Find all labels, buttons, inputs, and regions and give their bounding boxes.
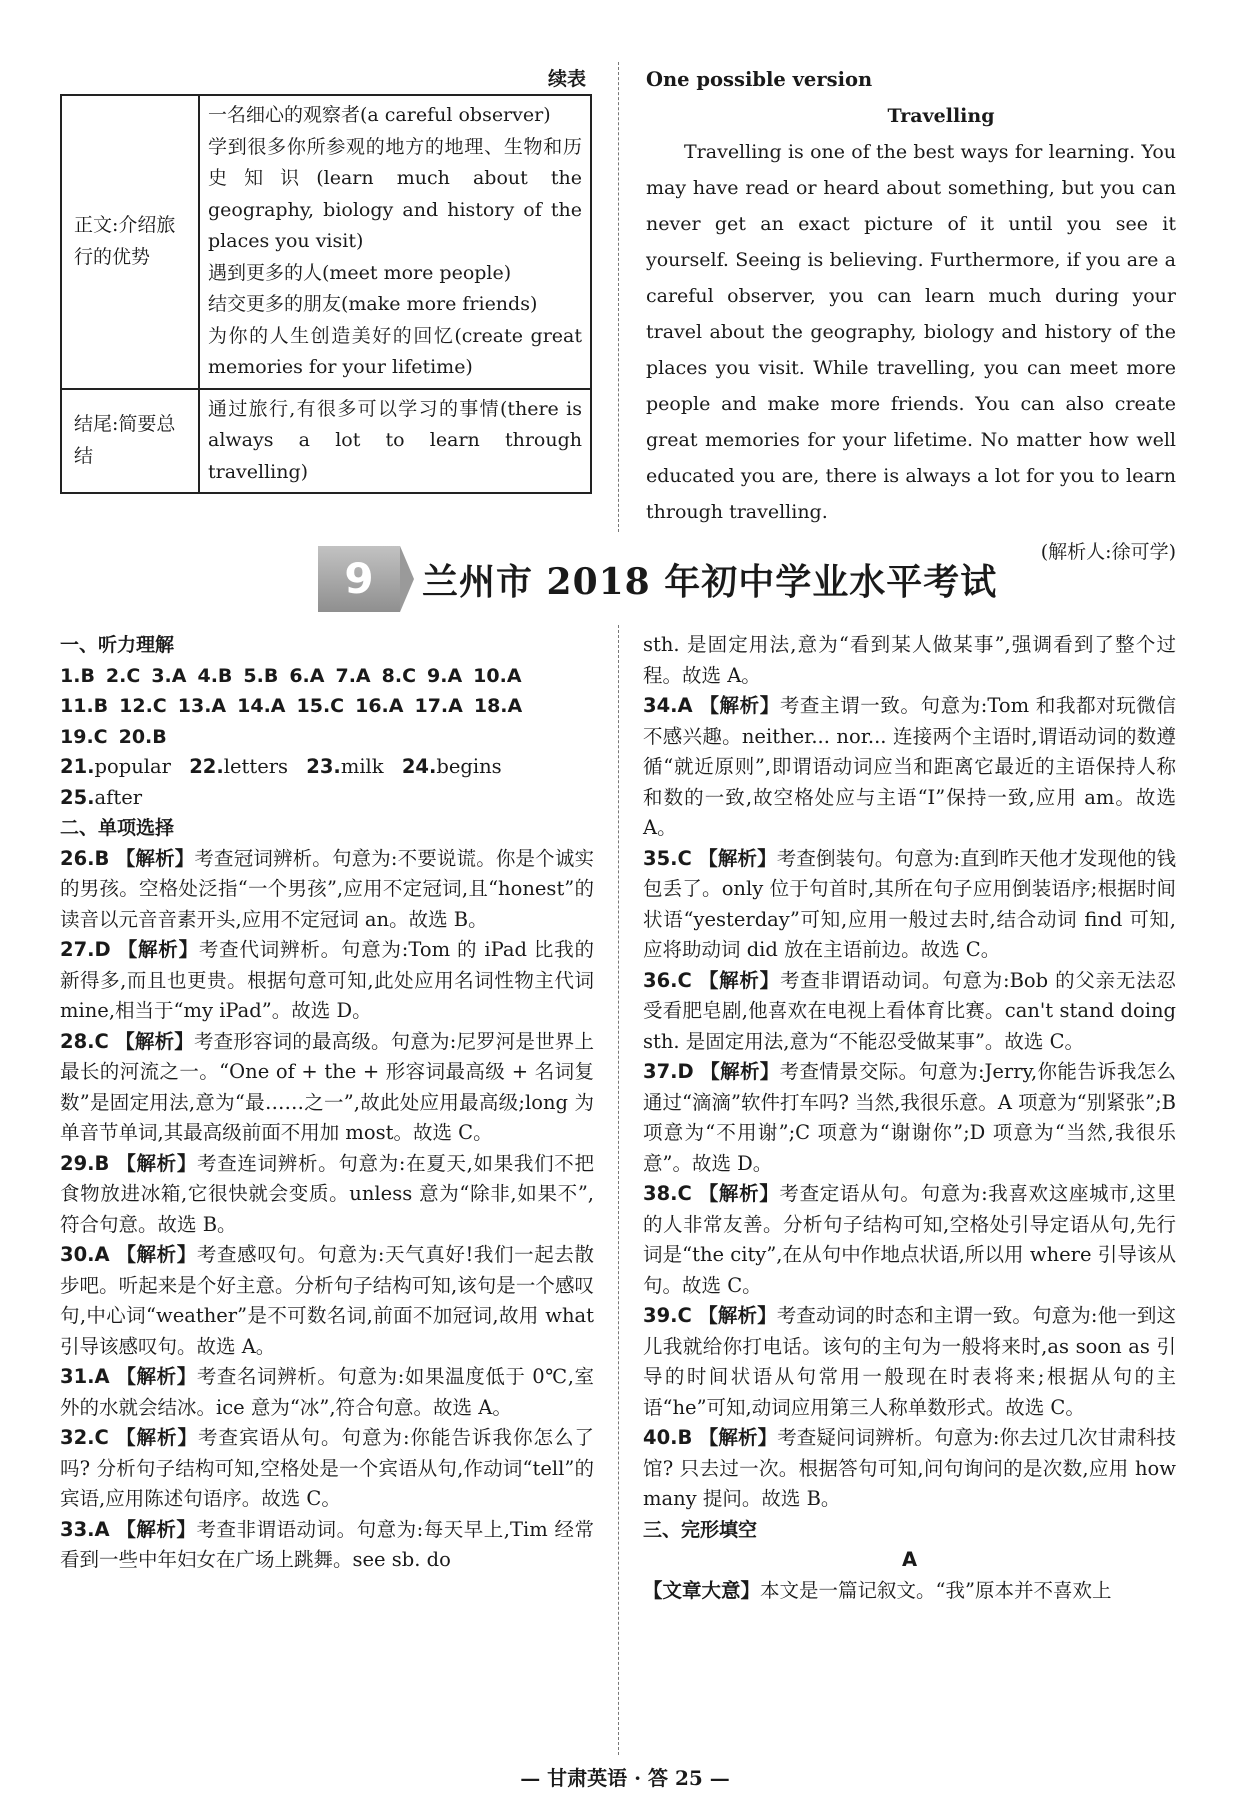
explanation-item <box>60 1423 594 1515</box>
answer: 18.A <box>473 695 523 717</box>
fill-in-answers <box>60 752 594 813</box>
explanation-item <box>60 1515 594 1576</box>
right-column <box>643 630 1176 1606</box>
answer-row <box>60 661 594 692</box>
question-answer: 30.A <box>60 1243 110 1266</box>
table-row <box>61 389 591 494</box>
explanation-text: 考查形容词的最高级。句意为:尼罗河是世界上最长的河流之一。“One of + the + 形容词最高级 + 名词复数”是固定用法,意为“最……之一”,故此处应用最高级;long 为单音节单词,其最高级前面不用加 most。故选 C。 <box>60 1029 594 1144</box>
question-answer: 26.B <box>60 846 110 870</box>
explanation-item <box>643 1423 1176 1515</box>
question-answer: 34.A <box>643 694 693 717</box>
answer: 12.C <box>119 695 167 717</box>
analysis-tag: 【解析】 <box>698 1304 777 1327</box>
explanation-item <box>60 935 594 1027</box>
fill-number: 24. <box>401 755 437 778</box>
content-line: 遇到更多的人(meet more people) <box>208 261 512 284</box>
fill-answer <box>402 755 502 778</box>
analysis-tag: 【解析】 <box>116 1517 197 1541</box>
fill-answer <box>60 755 171 778</box>
column-divider-bottom <box>618 625 619 1755</box>
table-row <box>61 95 591 389</box>
analysis-tag: 【解析】 <box>698 1426 778 1449</box>
row-label: 正文:介绍旅行的优势 <box>61 95 199 389</box>
fill-answer <box>189 755 288 778</box>
exam-title: 兰州市 2018 年初中学业水平考试 <box>422 561 998 603</box>
explanation-text: 考查名词辨析。句意为:如果温度低于 0℃,室外的水就会结冰。ice 意为“冰”,符合句意。故选 A。 <box>60 1365 594 1419</box>
question-answer: 28.C <box>60 1029 109 1053</box>
explanation-text: 考查代词辨析。句意为:Tom 的 iPad 比我的新得多,而且也更贵。根据句意可知,此处应用名词性物主代词 mine,相当于“my iPad”。故选 D。 <box>60 938 594 1022</box>
row-content <box>199 389 591 494</box>
answer: 4.B <box>197 664 233 687</box>
explanation-item <box>643 966 1176 1058</box>
content-line: 学到很多你所参观的地方的地理、生物和历史知识(learn much about the geography, biology and history of the places you visit) <box>208 135 582 252</box>
answer: 13.A <box>177 695 227 717</box>
fill-number: 21. <box>60 755 95 778</box>
content-line: 通过旅行,有很多可以学习的事情(there is always a lot to learn through travelling) <box>208 397 582 483</box>
fill-word: popular <box>94 755 171 778</box>
explanation-item <box>60 1027 594 1149</box>
summary-tag: 【文章大意】 <box>643 1578 761 1602</box>
answer: 14.A <box>237 695 286 717</box>
question-answer: 38.C <box>643 1182 692 1205</box>
fill-word: milk <box>340 755 384 778</box>
explanation-text: 考查主谓一致。句意为:Tom 和我都对玩微信不感兴趣。neither... nor... 连接两个主语时,谓语动词的数遵循“就近原则”,即谓语动词应当和距离它最近的主语保持人称和数的一致,故空格处应与主语“I”保持一致,应用 am。故选 A。 <box>643 694 1176 839</box>
analysis-tag: 【解析】 <box>115 1029 194 1053</box>
explanation-item <box>60 1149 594 1241</box>
explanation-text: 考查冠词辨析。句意为:不要说谎。你是个诚实的男孩。空格处泛指“一个男孩”,应用不定冠词,且“honest”的读音以元音音素开头,应用不定冠词 an。故选 B。 <box>60 846 594 931</box>
essay-body: Travelling is one of the best ways for learning. You may have read or heard about something, but you can never get an exact picture of it until you see it yourself. Seeing is believing. Furthermore, if you are a careful observer, you can learn much during your travel about the geography, biology and history of the places you visit. While travelling, you can meet more people and make more friends. You can also create great memories for your lifetime. No matter how well educated you are, there is always a lot for you to learn through travelling. <box>646 141 1176 523</box>
explanation-text: 考查动词的时态和主谓一致。句意为:他一到这儿我就给你打电话。该句的主句为一般将来时,as soon as 引导的时间状语从句常用一般现在时表将来;根据从句的主语“he”可知,动词应用第三人称单数形式。故选 C。 <box>643 1304 1176 1419</box>
answer-row <box>60 722 594 753</box>
section-heading: 一、听力理解 <box>60 634 175 656</box>
answer: 16.A <box>355 695 404 717</box>
explanation-text: 考查定语从句。句意为:我喜欢这座城市,这里的人非常友善。分析句子结构可知,空格处引导定语从句,先行词是“the city”,在从句中作地点状语,所以用 where 引导该从句。故选 C。 <box>643 1182 1176 1297</box>
answer: 11.B <box>60 695 109 717</box>
question-answer: 37.D <box>643 1060 694 1083</box>
question-answer: 36.C <box>643 968 692 992</box>
outline-table <box>60 94 592 494</box>
answer: 1.B <box>60 664 95 687</box>
analysis-tag: 【解析】 <box>698 968 780 992</box>
summary-text: 本文是一篇记叙文。“我”原本并不喜欢上 <box>760 1578 1112 1602</box>
fill-word: letters <box>223 755 289 778</box>
version-label: One possible version <box>646 68 873 91</box>
analysis-tag: 【解析】 <box>698 846 777 870</box>
explanation-item <box>60 1240 594 1362</box>
exam-banner <box>318 546 998 614</box>
question-answer: 35.C <box>643 846 692 870</box>
explanation-continuation: sth. 是固定用法,意为“看到某人做某事”,强调看到了整个过程。故选 A。 <box>643 633 1176 687</box>
explanation-item <box>643 844 1176 966</box>
answer: 20.B <box>118 725 167 748</box>
content-line: 结交更多的朋友(make more friends) <box>208 293 538 315</box>
answer: 3.A <box>151 664 187 687</box>
answer: 8.C <box>381 664 417 687</box>
question-answer: 40.B <box>643 1426 693 1449</box>
explanation-text: 考查宾语从句。句意为:你能告诉我你怎么了吗? 分析句子结构可知,空格处是一个宾语从句,作动词“tell”的宾语,应用陈述句语序。故选 C。 <box>60 1426 594 1510</box>
explanation-text: 考查非谓语动词。句意为:Bob 的父亲无法忍受看肥皂剧,他喜欢在电视上看体育比赛。can't stand doing sth. 是固定用法,意为“不能忍受做某事”。故选 C。 <box>643 968 1176 1053</box>
analysis-tag: 【解析】 <box>116 1426 199 1449</box>
explanation-text: 考查感叹句。句意为:天气真好!我们一起去散步吧。听起来是个好主意。分析句子结构可知,该句是一个感叹句,中心词“weather”是不可数名词,前面不加冠词,故用 what 引导该感叹句。故选 A。 <box>60 1243 594 1358</box>
section-heading: 三、完形填空 <box>643 1518 758 1541</box>
analysis-tag: 【解析】 <box>116 1151 198 1175</box>
explanation-text: 考查情景交际。句意为:Jerry,你能告诉我怎么通过“滴滴”软件打车吗? 当然,我很乐意。A 项意为“别紧张”;B 项意为“不用谢”;C 项意为“谢谢你”;D 项意为“当然,我很乐意”。故选 D。 <box>643 1060 1176 1175</box>
explanation-item <box>60 1362 594 1423</box>
content-line: 为你的人生创造美好的回忆(create great memories for your lifetime) <box>208 324 582 378</box>
fill-answer <box>306 755 383 778</box>
question-answer: 27.D <box>60 938 111 961</box>
explanation-item <box>643 1057 1176 1179</box>
column-divider-top <box>618 62 619 532</box>
explanation-text: 考查倒装句。句意为:直到昨天他才发现他的钱包丢了。only 位于句首时,其所在句子应用倒装语序;根据时间状语“yesterday”可知,应用一般过去时,结合动词 find 可知,应将助动词 did 放在主语前边。故选 C。 <box>643 846 1176 961</box>
question-answer: 32.C <box>60 1426 109 1449</box>
explanation-item <box>643 1179 1176 1301</box>
fill-number: 23. <box>306 755 341 778</box>
row-content <box>199 95 591 389</box>
passage-summary <box>643 1576 1176 1607</box>
answer: 19.C <box>60 725 108 748</box>
answer: 7.A <box>335 664 371 687</box>
answer: 5.B <box>243 664 279 687</box>
row-label: 结尾:简要总结 <box>61 389 199 494</box>
answer: 17.A <box>414 695 463 717</box>
continued-label: 续表 <box>548 68 587 90</box>
analysis-tag: 【解析】 <box>698 1182 780 1205</box>
question-answer: 31.A <box>60 1365 110 1388</box>
answer-row <box>60 691 594 722</box>
explanation-item <box>643 1301 1176 1423</box>
answer: 6.A <box>289 664 325 687</box>
essay-title: Travelling <box>887 105 995 127</box>
fill-word: after <box>94 785 143 809</box>
fill-answer <box>60 786 142 809</box>
model-essay <box>646 62 1176 570</box>
analysis-tag: 【解析】 <box>699 694 780 717</box>
fill-number: 25. <box>60 785 95 809</box>
answer: 15.C <box>296 695 345 717</box>
fill-number: 22. <box>189 755 224 778</box>
explanation-item <box>60 844 594 936</box>
analysis-tag: 【解析】 <box>700 1060 780 1083</box>
question-answer: 39.C <box>643 1304 692 1327</box>
question-answer: 33.A <box>60 1517 110 1541</box>
analysis-tag: 【解析】 <box>115 846 195 870</box>
content-line: 一名细心的观察者(a careful observer) <box>208 104 551 126</box>
passage-label: A <box>901 1548 918 1571</box>
explanation-text: 考查非谓语动词。句意为:每天早上,Tim 经常看到一些中年妇女在广场上跳舞。see sb. do <box>60 1517 594 1571</box>
section-heading: 二、单项选择 <box>60 817 175 839</box>
exam-number-badge: 9 <box>318 546 400 612</box>
analysis-tag: 【解析】 <box>116 1243 197 1266</box>
answer: 2.C <box>105 664 141 687</box>
fill-word: begins <box>436 755 502 778</box>
analysis-tag: 【解析】 <box>117 938 199 961</box>
page-footer: — 甘肃英语 · 答 25 — <box>520 1766 730 1790</box>
question-answer: 29.B <box>60 1151 110 1175</box>
analysis-tag: 【解析】 <box>116 1365 197 1388</box>
analyst-credit: (解析人:徐可学) <box>1040 541 1176 563</box>
explanation-item <box>643 691 1176 844</box>
answer: 9.A <box>427 664 463 687</box>
answer: 10.A <box>473 664 522 687</box>
explanation-text: 考查连词辨析。句意为:在夏天,如果我们不把食物放进冰箱,它很快就会变质。unless 意为“除非,如果不”,符合句意。故选 B。 <box>60 1151 594 1236</box>
left-column <box>60 630 594 1576</box>
explanation-text: 考查疑问词辨析。句意为:你去过几次甘肃科技馆? 只去过一次。根据答句可知,问句询问的是次数,应用 how many 提问。故选 B。 <box>643 1426 1176 1510</box>
